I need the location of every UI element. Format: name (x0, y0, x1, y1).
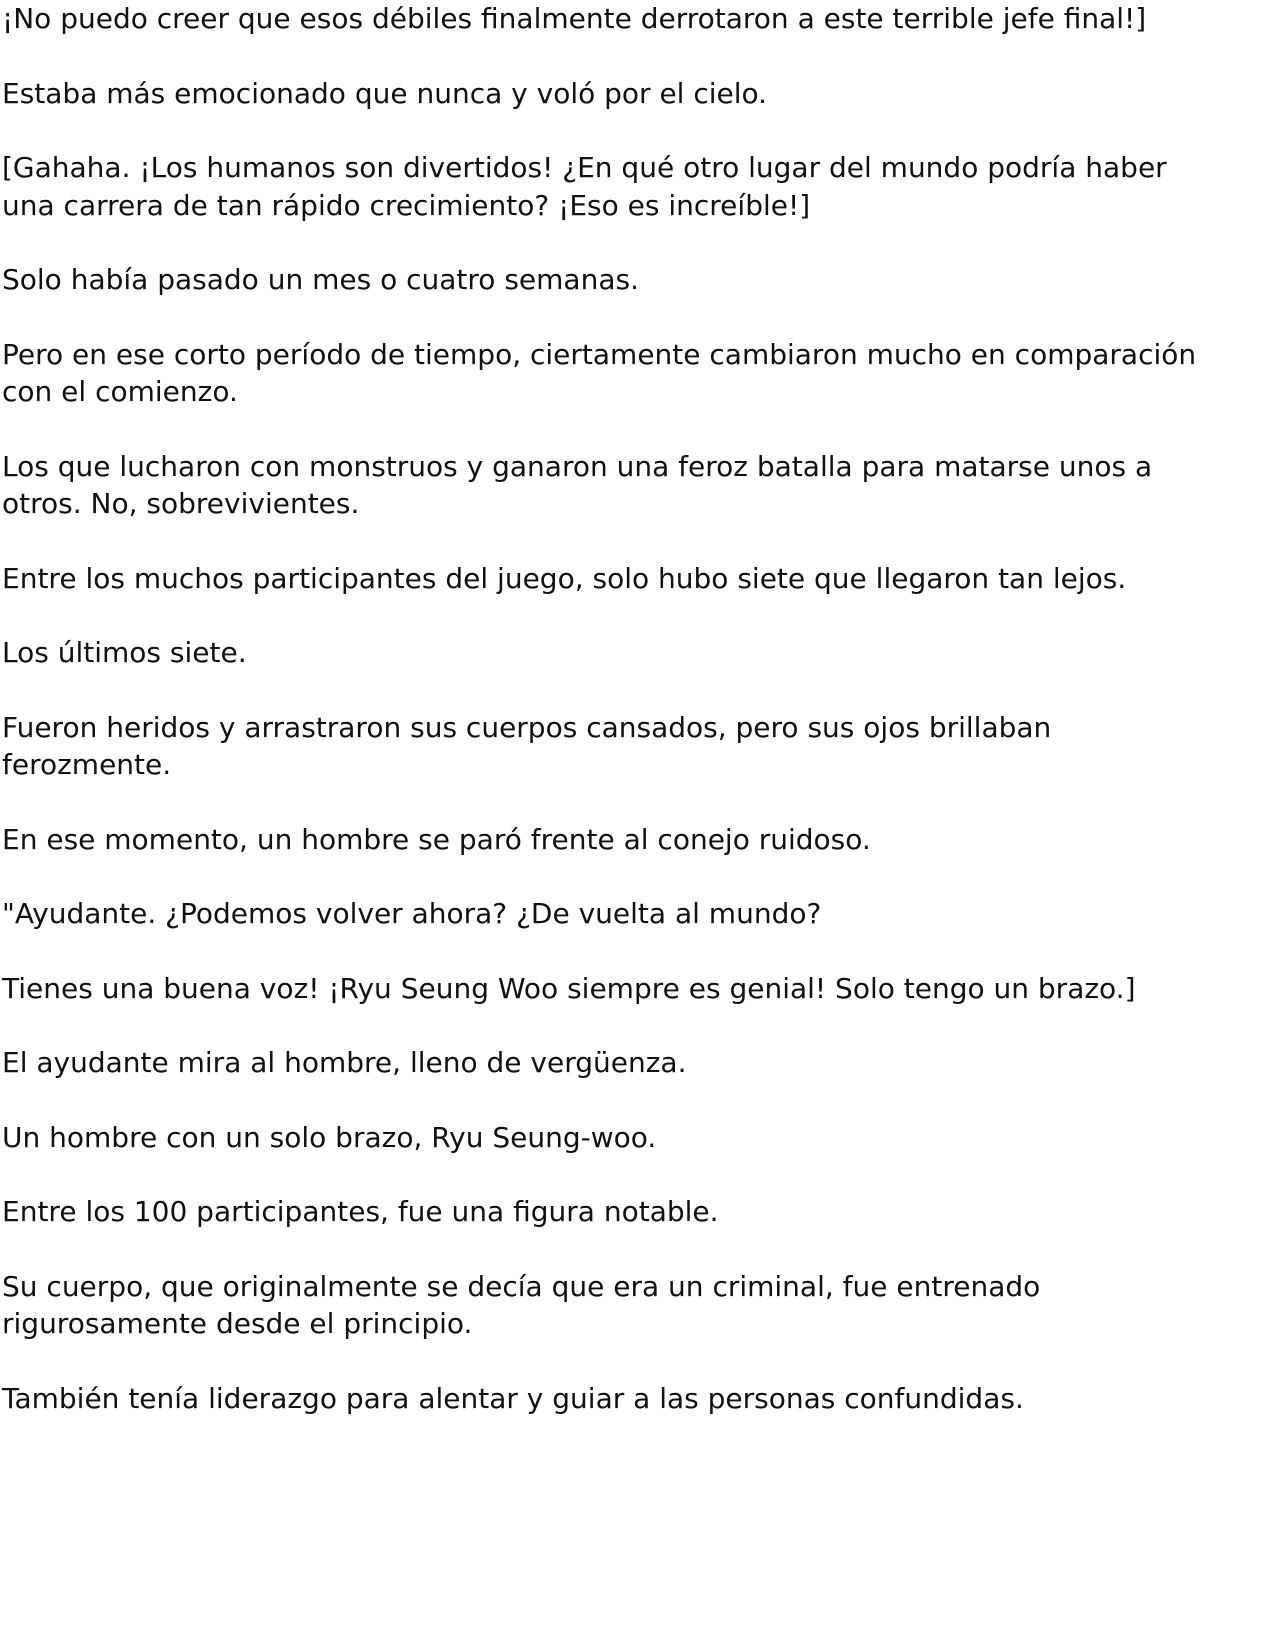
paragraph: Pero en ese corto período de tiempo, ciertamente cambiaron mucho en comparación con el comienzo. (2, 337, 1197, 408)
document-page (2, 0, 1217, 1454)
paragraph: También tenía liderazgo para alentar y guiar a las personas confundidas. (2, 1381, 1024, 1415)
paragraph: Un hombre con un solo brazo, Ryu Seung-woo. (2, 1120, 657, 1154)
paragraph: Solo había pasado un mes o cuatro semanas. (2, 263, 639, 296)
paragraph: Los últimos siete. (2, 636, 247, 669)
paragraph: Entre los muchos participantes del juego, solo hubo siete que llegaron tan lejos. (2, 561, 1127, 595)
paragraph: [Gahaha. ¡Los humanos son divertidos! ¿En qué otro lugar del mundo podría haber una carrera de tan rápido crecimiento? ¡Eso es increíble!] (2, 151, 1167, 222)
paragraph: Tienes una buena voz! ¡Ryu Seung Woo siempre es genial! Solo tengo un brazo.] (2, 971, 1136, 1005)
paragraph: Entre los 100 participantes, fue una figura notable. (2, 1195, 719, 1228)
paragraph: En ese momento, un hombre se paró frente al conejo ruidoso. (2, 822, 871, 856)
paragraph: Fueron heridos y arrastraron sus cuerpos cansados, pero sus ojos brillaban ferozmente. (2, 710, 1052, 781)
paragraph: Los que lucharon con monstruos y ganaron una feroz batalla para matarse unos a otros. No, sobrevivientes. (2, 449, 1153, 520)
paragraph: Su cuerpo, que originalmente se decía que era un criminal, fue entrenado rigurosamente desde el principio. (2, 1269, 1041, 1340)
paragraph: Estaba más emocionado que nunca y voló por el cielo. (2, 76, 768, 110)
paragraph: El ayudante mira al hombre, lleno de vergüenza. (2, 1046, 687, 1079)
paragraph: ¡No puedo creer que esos débiles finalmente derrotaron a este terrible jefe final!] (2, 2, 1147, 35)
paragraph: "Ayudante. ¿Podemos volver ahora? ¿De vuelta al mundo? (2, 897, 822, 930)
